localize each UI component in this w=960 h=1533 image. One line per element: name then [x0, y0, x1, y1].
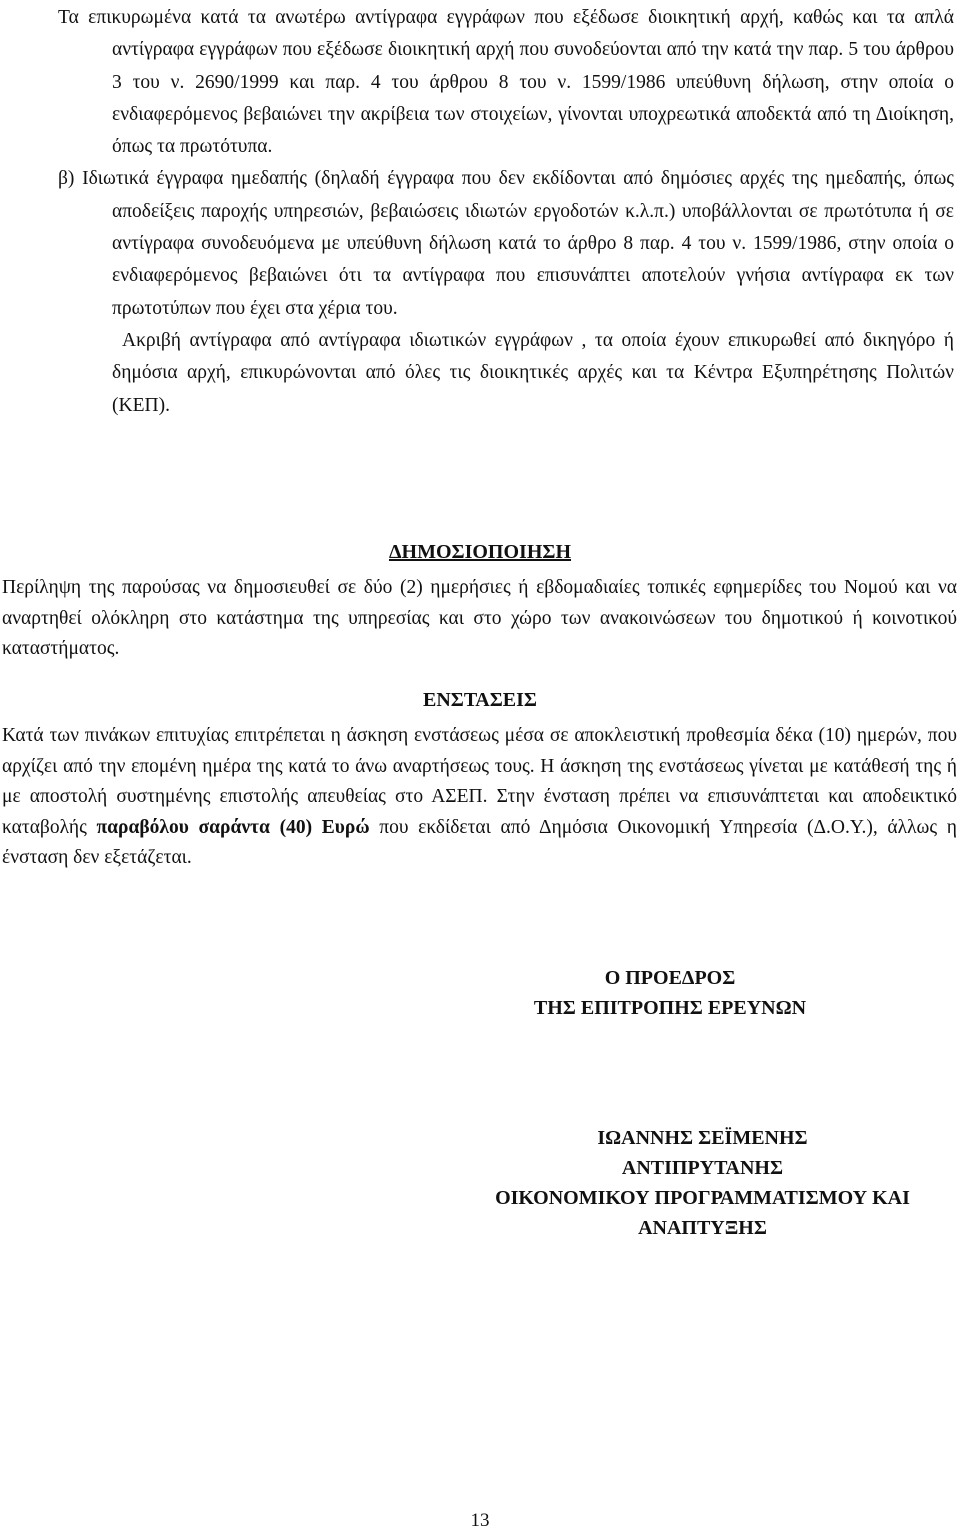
page-number: 13: [470, 1510, 490, 1531]
president-label: Ο ΠΡΟΕΔΡΟΣ: [604, 967, 736, 989]
exact-copies-paragraph: Ακριβή αντίγραφα από αντίγραφα ιδιωτικών εγγράφων , τα οποία έχουν επικυρωθεί από δικηγόρο ή δημόσια αρχή, επικυρώνονται από όλες τις διοικητικές αρχές και τα Κέντρα Εξυπηρέτησης Πολιτών (ΚΕΠ).: [112, 329, 954, 416]
signatory-role-detail: ΟΙΚΟΝΟΜΙΚΟΥ ΠΡΟΓΡΑΜΜΑΤΙΣΜΟΥ ΚΑΙ: [495, 1187, 910, 1209]
objections-text-before: Κατά των πινάκων επιτυχίας επιτρέπεται η άσκηση ενστάσεως μέσα σε αποκλειστική προθεσμία δέκα (10) ημερών, που αρχίζει από την επομένη ημέρα της κατά το άνω αναρτήσεως τους. Η άσκηση της ενστάσεως γίνεται με κατάθεσή της ή με αποστολή συστημένης επιστολής απευθείας στο ΑΣΕΠ. Στην ένσταση πρέπει να επισυνάπτεται και αποδεικτικό καταβολής: [2, 725, 957, 838]
private-documents-paragraph: β) Ιδιωτικά έγγραφα ημεδαπής (δηλαδή έγγραφα που δεν εκδίδονται από δημόσιες αρχές της ημεδαπής, όπως αποδείξεις παροχής υπηρεσιών, βεβαιώσεις ιδιωτών εργοδοτών κ.λ.π.) υποβάλλονται σε πρωτότυπα ή σε αντίγραφα συνοδευόμενα με υπεύθυνη δήλωση κατά το άρθρο 8 παρ. 4 του ν. 1599/1986, στην οποία ο ενδιαφερόμενος βεβαιώνει ότι τα αντίγραφα που επισυνάπτει αποτελούν γνήσια αντίγραφα εκ των πρωτοτύπων που έχει στα χέρια του.: [58, 168, 954, 319]
certified-copies-paragraph: Τα επικυρωμένα κατά τα ανωτέρω αντίγραφα εγγράφων που εξέδωσε διοικητική αρχή, καθώς και τα απλά αντίγραφα εγγράφων που εξέδωσε διοικητική αρχή που συνοδεύονται από την κατά την παρ. 5 του άρθρου 3 του ν. 2690/1999 και παρ. 4 του άρθρου 8 του ν. 1599/1986 υπεύθυνη δήλωση, στην οποία ο ενδιαφερόμενος βεβαιώνει την ακρίβεια των στοιχείων, γίνονται υποχρεωτικά αποδεκτά από τη Διοίκηση, όπως τα πρωτότυπα.: [58, 7, 954, 158]
intro-section: [58, 2, 954, 422]
signatory-name: ΙΩΑΝΝΗΣ ΣΕΪΜΕΝΗΣ: [597, 1127, 808, 1149]
objections-heading: ΕΝΣΤΑΣΕΙΣ: [423, 689, 537, 711]
publication-heading: ΔΗΜΟΣΙΟΠΟΙΗΣΗ: [388, 541, 572, 563]
committee-label: ΤΗΣ ΕΠΙΤΡΟΠΗΣ ΕΡΕΥΝΩΝ: [533, 997, 807, 1019]
publication-paragraph: Περίληψη της παρούσας να δημοσιευθεί σε δύο (2) ημερήσιες ή εβδομαδιαίες τοπικές εφημερίδες του Νομού και να αναρτηθεί ολόκληρη στο κατάστημα της υπηρεσίας και στο χώρο των ανακοινώσεων του δημοτικού ή κοινοτικού καταστήματος.: [2, 577, 957, 659]
objections-text-after: που εκδίδεται από Δημόσια Οικονομική Υπηρεσία (Δ.Ο.Υ.), άλλως η ένσταση δεν εξετάζεται.: [2, 816, 957, 868]
fee-amount: παραβόλου σαράντα (40) Ευρώ: [96, 816, 370, 838]
signatory-block: [450, 1123, 955, 1243]
committee-signature-title: [470, 963, 870, 1023]
objections-paragraph: [2, 721, 957, 874]
signatory-role: ΑΝΤΙΠΡΥΤΑΝΗΣ: [621, 1157, 784, 1179]
signatory-role-detail-cont: ΑΝΑΠΤΥΞΗΣ: [638, 1217, 767, 1239]
